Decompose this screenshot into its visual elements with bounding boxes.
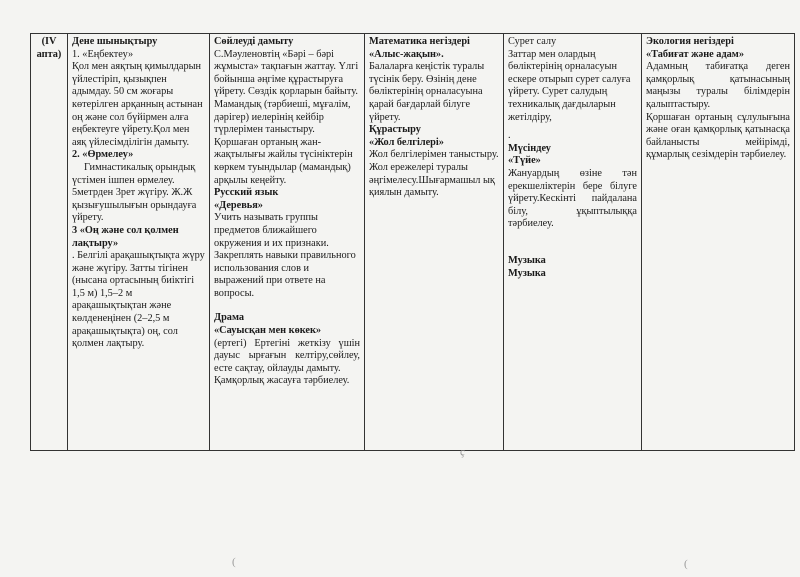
- col1-item1-title: 1. «Еңбектеу»: [72, 48, 134, 60]
- col2-title2: «Деревья»: [214, 199, 263, 211]
- col3-heading: Математика негіздері: [369, 36, 470, 47]
- col1-item2-title: 2. «Өрмелеу»: [72, 149, 134, 161]
- col4-heading2: Мүсіндеу: [508, 142, 551, 154]
- col4-title2: «Түйе»: [508, 155, 541, 167]
- speech-development-cell: [210, 34, 365, 451]
- col3-title2: «Жол белгілері»: [369, 136, 444, 148]
- scan-mark-mid: ҫ: [460, 446, 465, 458]
- col4-dot: .: [508, 130, 511, 142]
- week-cell: [31, 34, 68, 451]
- col1-item2-text: Гимнастикалық орындық үстімен ішпен өрмелеу. 5метрден 3рет жүгіру. Ж.Ж қызығушылығын орындауға үйрету.: [72, 161, 197, 224]
- col2-heading: Сөйлеуді дамыту: [214, 36, 294, 47]
- col5-text1: Адамның табиғатқа деген қамқорлық қатынасының маңызы туралы білімдерін қалыптастыру.: [646, 61, 790, 110]
- col2-heading2: Русский язык: [214, 187, 279, 199]
- col3-title1: «Алыс-жақын».: [369, 48, 444, 60]
- col4-heading4: Музыка: [508, 267, 546, 279]
- col5-text2: Қоршаған ортаның сұлулығына және оған қамқорлық қатынасқа байланысты мейірімді, құмарлық сезімдерін тәрбиелеу.: [646, 111, 790, 161]
- col2-heading3: Драма: [214, 312, 245, 324]
- art-cell: [504, 34, 642, 451]
- col2-title3: «Сауысқан мен көкек»: [214, 325, 322, 337]
- col4-text1: Заттар мен олардың бөліктерінің орналасуын ескере отырып сурет салуға үйрету. Сурет салудың техникалық дағдыларын жетілдіру,: [508, 48, 631, 123]
- col1-heading: Дене шынықтыру: [72, 36, 158, 47]
- col5-title1: «Табиғат және адам»: [646, 48, 744, 60]
- table-row: [31, 34, 795, 451]
- col2-text1: С.Мәуленовтің «Бәрі – бәрі жұмыста» тақпағын жаттау. Үлгі бойынша әңгіме құрастыруға үйрету. Сөздік қорларын байыту. Мамандық (тәрбиеші, мұғалім, дәрігер) иелерінің кейбір түрлерімен таныстыру. Қоршаған ортаның жан-жақтылығы жайлы түсініктерін көркем туындылар (мамандық) арқылы кеңейту.: [214, 48, 359, 186]
- col5-heading: Экология негіздері: [646, 36, 734, 47]
- col2-text2: Учить называть группы предметов ближайшего окружения и их признаки. Закреплять навыки правильного использования слов и выражений при ответе на вопросы.: [214, 212, 356, 299]
- week-label: (IV апта): [36, 36, 62, 60]
- physical-education-cell: [68, 34, 210, 451]
- scan-mark-right: (: [684, 558, 688, 570]
- col1-item3-text: . Белгілі арақашықтықта жүру және жүгіру. Затты тігінен (нысана ортасының биіктігі 1,5 м) 1,5–2 м арақашықтықтан және көлденеңінен (2–2,5 м арақашықтықта) оң, сол қолмен лақтыру.: [72, 250, 205, 350]
- scan-mark-left: (: [232, 556, 236, 568]
- col4-text2: Жануардың өзіне тән ерекшеліктерін бере білуге үйрету.Кескінті пайдалана білу, ұқыптылыққа тәрбиелеу.: [508, 167, 637, 230]
- col3-text1: Балаларға кеңістік туралы түсінік беру. Өзінің дене бөліктерінің орналасуына қарай бағдарлай білуге үйрету.: [369, 61, 485, 123]
- col1-item1-text: Қол мен аяқтың қимылдарын үйлестіріп, қызықпен адымдау. 50 см жоғары көтерілген арқанның астынан оң және сол бүйірмен алға еңбектеуге үйрету.Қол мен аяқ үйлесімділігін дамыту.: [72, 61, 203, 148]
- col2-text3: (ертегі) Ертегіні жеткізу үшін дауыс ырғағын келтіру,сөйлеу, есте сақтау, ойлауды дамыту.: [214, 337, 360, 374]
- col3-heading2: Құрастыру: [369, 124, 421, 136]
- col1-item3-title: 3 «Оң және сол қолмен лақтыру»: [72, 224, 179, 249]
- col3-text2: Жол белгілерімен таныстыру. Жол ережелері туралы әңгімелесу.Шығармашыл ық қиялын дамыту.: [369, 149, 499, 199]
- ecology-cell: [642, 34, 795, 451]
- math-cell: [365, 34, 504, 451]
- col4-heading: Сурет салу: [508, 36, 557, 47]
- col4-heading3: Музыка: [508, 254, 546, 266]
- lesson-plan-table: [30, 33, 795, 451]
- col2-text4: Қамқорлық жасауға тәрбиелеу.: [214, 375, 350, 387]
